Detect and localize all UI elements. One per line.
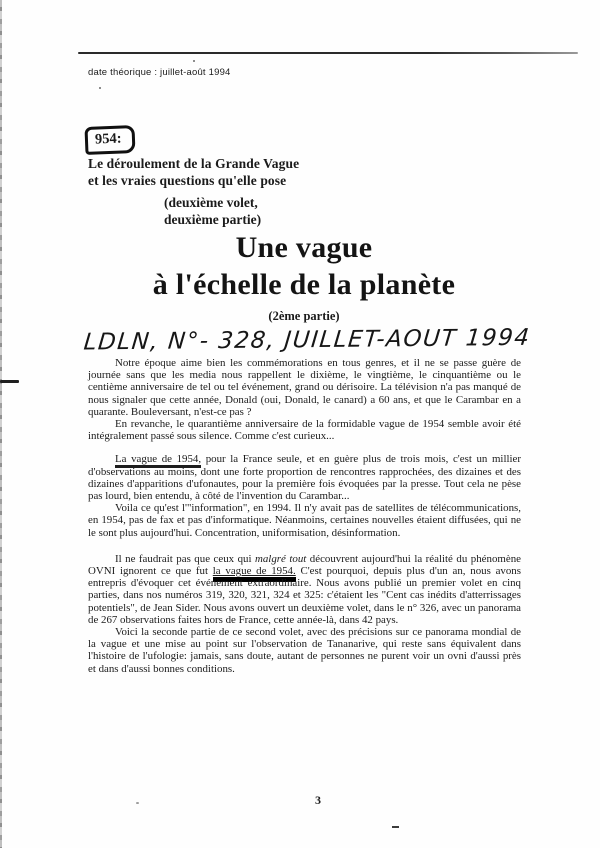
paragraph bbox=[88, 453, 521, 502]
part-label: (2ème partie) bbox=[268, 309, 340, 323]
page-title bbox=[0, 229, 600, 303]
article-body bbox=[88, 357, 521, 675]
paragraph bbox=[88, 418, 521, 442]
hand-underlined-text: La vague de 1954, bbox=[115, 453, 201, 468]
article-heading bbox=[88, 156, 299, 189]
article-subheading bbox=[164, 195, 261, 228]
paragraph bbox=[88, 502, 521, 539]
theoretical-date-label: date théorique : juillet-août 1994 bbox=[88, 67, 231, 78]
subheading-line-1: (deuxième volet, bbox=[164, 195, 258, 210]
body-text: Voici la seconde partie de ce second volet, avec des précisions sur ce panorama mondial de la vague et une mise au point sur l'observation de Tananarive, qui reste sans équivalent dans l'histoire de l'ufologie: jamais, sans doute, autant de personnes ne purent voir un ovni d'aussi près et dans d'aussi bonnes conditions. bbox=[88, 626, 521, 675]
body-text: Notre époque aime bien les commémorations en tous genres, et il ne se passe guère de journée sans que les media nous rappellent le dixième, le vingtième, le cinquantième ou le centième anniversaire de tel ou tel événement, grand ou dérisoire. La télévision n'a pas manqué de nous signaler que cette année, Donald (oui, Donald, le canard) a 60 ans, et que le Carambar en a quarante. Bouleversant, n'est-ce pas ? bbox=[88, 357, 521, 418]
body-text: En revanche, le quarantième anniversaire de la formidable vague de 1954 semble avoir été intégralement passé sous silence. Comme c'est curieux... bbox=[88, 418, 521, 443]
top-horizontal-rule bbox=[78, 52, 578, 54]
body-text: C'est pourquoi, depuis plus d'un an, nous avons entrepris d'évoquer cet événement extraordinaire. Nous avons publié un premier volet en cinq parties, dans nos numéros 319, 320, 321, 324 et 325: c'étaient les "Cent cas inédits d'atterrissages potentiels", de Jean Sider. Nous avons ouvert un deuxième volet, dans le n° 326, avec un panorama de 267 observations faites hors de France, cette année-là, dans 42 pays. bbox=[88, 565, 521, 626]
paragraph bbox=[88, 553, 521, 626]
hand-drawn-box-1954 bbox=[84, 125, 135, 155]
stamp-label: 954: bbox=[94, 130, 122, 148]
paragraph bbox=[88, 357, 521, 418]
page-number: 3 bbox=[315, 793, 321, 807]
title-line-1: Une vague bbox=[235, 231, 373, 264]
body-text: Il ne faudrait pas que ceux qui bbox=[115, 552, 255, 565]
subheading-line-2: deuxième partie) bbox=[164, 211, 262, 227]
body-text: découvrent aujourd'hui la réalité du phénomène OVNI ignorent ce que fut bbox=[88, 552, 521, 578]
title-line-2: à l'échelle de la planète bbox=[152, 268, 456, 301]
scan-speck bbox=[99, 87, 101, 89]
scan-speck bbox=[193, 60, 195, 62]
handwritten-issue-note: LDLN, N°- 328, JUILLET-AOUT 1994 bbox=[82, 324, 532, 356]
heading-line-2: et les vraies questions qu'elle pose bbox=[88, 172, 287, 188]
body-text: Voila ce qu'est l'"information", en 1994. Il n'y avait pas de satellites de télécommunications, en 1954, pas de fax et pas d'informatique. Néanmoins, certaines nouvelles étaient diffusées, qui ne le sont plus aujourd'hui. Concentration, uniformisation, désinformation. bbox=[88, 502, 521, 539]
left-margin-tick bbox=[0, 380, 19, 383]
scan-edge-artifact bbox=[0, 0, 2, 848]
paragraph bbox=[88, 626, 521, 675]
heading-line-1: Le déroulement de la Grande Vague bbox=[88, 156, 300, 171]
hand-underlined-text: la vague de 1954. bbox=[213, 565, 296, 582]
emphasized-text: malgré tout bbox=[255, 552, 307, 565]
scan-dash-artifact bbox=[392, 826, 399, 828]
body-text: pour la France seule, et en guère plus de trois mois, c'est un millier d'observations au moins, dont une forte proportion de rencontres rapprochées, des dizaines et des dizaines d'apparitions d'ufonautes, pour la première fois évoquées par la presse. Tout cela ne pèse pas lourd, bien entendu, à côté de l'invention du Carambar... bbox=[88, 453, 521, 503]
